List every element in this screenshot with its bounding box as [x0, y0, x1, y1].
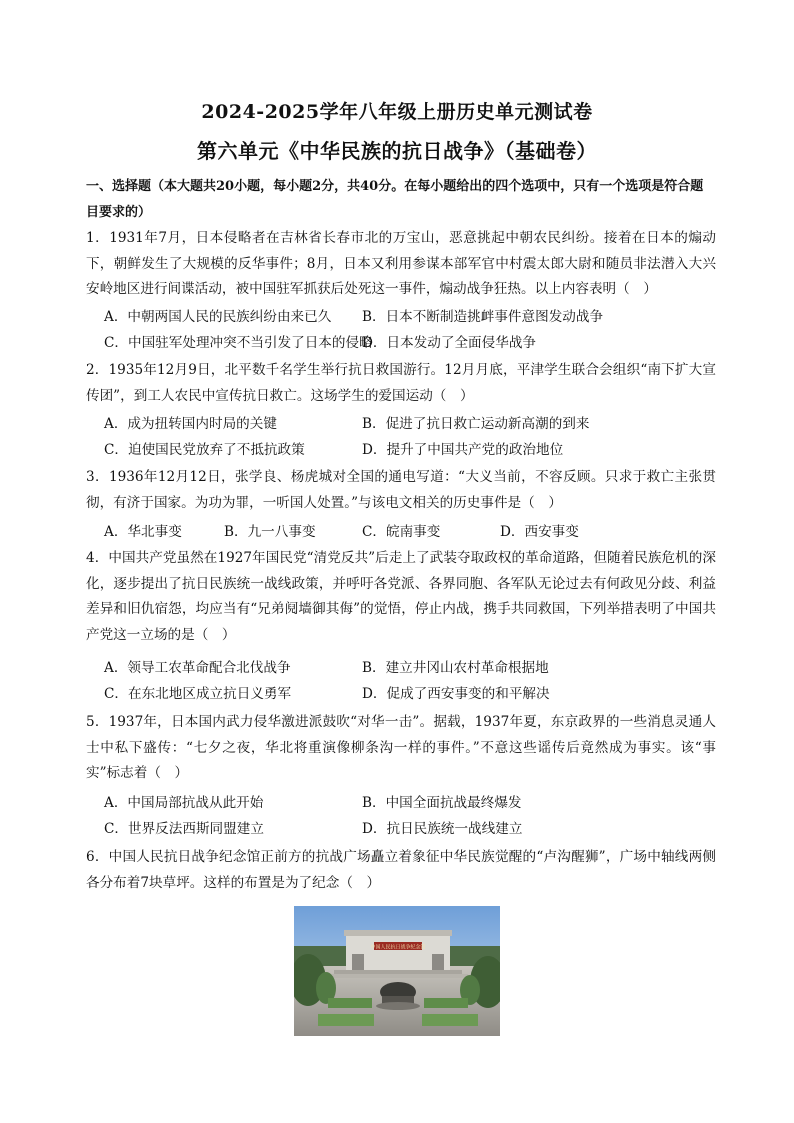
question-2-option-a: A．成为扭转国内时局的关键 [104, 416, 277, 432]
question-2-option-c: C．迫使国民党放弃了不抵抗政策 [104, 441, 305, 458]
question-3-option-d: D．西安事变 [500, 524, 579, 540]
question-4-option-a: A．领导工农革命配合北伐战争 [104, 660, 291, 676]
question-1-option-b: B．日本不断制造挑衅事件意图发动战争 [362, 309, 604, 325]
question-1-stem: 1．1931年7月，日本侵略者在吉林省长春市北的万宝山，恶意挑起中朝农民纠纷。接着在日本的煽动下，朝鲜发生了大规模的反华事件；8月，日本又利用参谋本部军官中村震太郎大尉和随员非法潜入大兴安岭地区进行间谍活动，被中国驻军抓获后处死这一事件，煽动战争狂热。以上内容表明（ ） [86, 230, 716, 297]
question-4-option-d: D．促成了西安事变的和平解决 [362, 685, 550, 702]
question-5-stem: 5．1937年，日本国内武力侵华激进派鼓吹“对华一击”。据载，1937年夏，东京政界的一些消息灵通人士中私下盛传：“七夕之夜，华北将重演像柳条沟一样的事件。”不意这些谣传后竟然成为事实。该“事实”标志着（ ） [86, 714, 716, 781]
question-3-option-b: B．九一八事变 [224, 524, 316, 540]
question-2-options [104, 412, 714, 463]
question-3-option-c: C．皖南事变 [362, 524, 441, 540]
question-4-option-b: B．建立井冈山农村革命根据地 [362, 660, 549, 676]
question-5-options [104, 791, 714, 842]
question-6-stem: 6．中国人民抗日战争纪念馆正前方的抗战广场矗立着象征中华民族觉醒的“卢沟醒狮”，广场中轴线两侧各分布着7块草坪。这样的布置是为了纪念（ ） [86, 849, 716, 891]
memorial-hall-photo [294, 906, 500, 1036]
question-4-option-c: C．在东北地区成立抗日义勇军 [104, 685, 292, 702]
question-2-option-b: B．促进了抗日救亡运动新高潮的到来 [362, 416, 590, 432]
unit-subtitle: 第六单元《中华民族的抗日战争》（基础卷） [197, 139, 597, 163]
question-3-option-a: A．华北事变 [104, 524, 182, 540]
question-3-options [104, 520, 714, 546]
question-5-option-b: B．中国全面抗战最终爆发 [362, 795, 522, 811]
section-heading: 一、选择题（本大题共20小题，每小题2分，共40分。在每小题给出的四个选项中，只有一个选项是符合题目要求的） [86, 179, 704, 220]
question-1-option-d: D．日本发动了全面侵华战争 [362, 334, 537, 351]
question-1-options [104, 305, 714, 356]
question-2-stem: 2．1935年12月9日，北平数千名学生举行抗日救国游行。12月月底，平津学生联合会组织“南下扩大宣传团”，到工人农民中宣传抗日救亡。这场学生的爱国运动（ ） [86, 362, 716, 404]
question-2-option-d: D．提升了中国共产党的政治地位 [362, 441, 564, 458]
exam-title: 2024-2025学年八年级上册历史单元测试卷 [201, 101, 593, 123]
building-sign: 中国人民抗日战争纪念馆 [370, 944, 426, 951]
question-5-option-c: C．世界反法西斯同盟建立 [104, 820, 264, 837]
question-5-option-a: A．中国局部抗战从此开始 [104, 795, 264, 811]
question-5-option-d: D．抗日民族统一战线建立 [362, 820, 523, 837]
question-1-option-c: C．中国驻军处理冲突不当引发了日本的侵略 [104, 334, 373, 351]
question-1-option-a: A．中朝两国人民的民族纠纷由来已久 [104, 309, 332, 325]
question-3-stem: 3．1936年12月12日，张学良、杨虎城对全国的通电写道：“大义当前，不容反顾。只求于救亡主张贯彻，有济于国家。为功为罪，一听国人处置。”与该电文相关的历史事件是（ ） [86, 469, 716, 511]
question-4-stem: 4．中国共产党虽然在1927年国民党“清党反共”后走上了武装夺取政权的革命道路，但随着民族危机的深化，逐步提出了抗日民族统一战线政策，并呼吁各党派、各界同胞、各军队无论过去有何政见分歧、利益差异和旧仇宿怨，均应当有“兄弟阋墙御其侮”的觉悟，停止内战，携手共同救国，下列举措表明了中国共产党这一立场的是（ ） [86, 550, 716, 643]
question-4-options [104, 656, 714, 707]
